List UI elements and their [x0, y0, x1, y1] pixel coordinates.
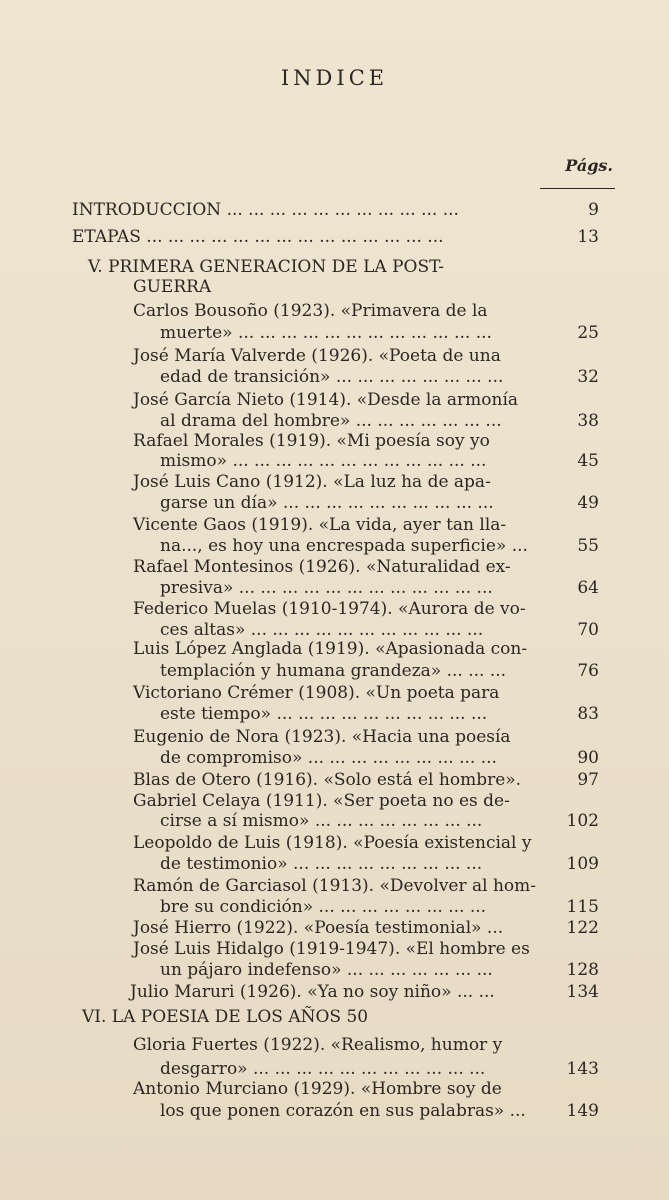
toc-entry-text: José Luis Hidalgo (1919-1947). «El hombre es [133, 939, 530, 959]
toc-page-number: 134 [566, 982, 599, 1002]
toc-entry-text: Leopoldo de Luis (1918). «Poesía existencial y [133, 833, 532, 853]
pages-column-rule [540, 188, 615, 189]
toc-entry [0, 853, 669, 875]
toc-entry [0, 660, 669, 682]
toc-entry [0, 959, 669, 981]
toc-entry-text: de compromiso» ... ... ... ... ... ... ... ... ... [160, 748, 497, 768]
toc-entry [0, 682, 669, 704]
toc-page-number: 32 [577, 367, 599, 387]
toc-entry [0, 300, 669, 322]
toc-entry-text: ETAPAS ... ... ... ... ... ... ... ... ... ... ... ... ... ... [72, 227, 444, 247]
toc-entry-text: desgarro» ... ... ... ... ... ... ... ... ... ... ... [160, 1059, 486, 1079]
toc-entry-text: ces altas» ... ... ... ... ... ... ... ... ... ... ... [160, 620, 484, 640]
toc-entry-text: Julio Maruri (1926). «Ya no soy niño» ... ... [130, 982, 495, 1002]
toc-page-number: 9 [588, 200, 599, 220]
toc-entry [0, 747, 669, 769]
toc-entry [0, 514, 669, 536]
toc-entry [0, 535, 669, 557]
toc-entry-text: José Hierro (1922). «Poesía testimonial» ... [133, 918, 504, 938]
toc-page-number: 70 [577, 620, 599, 640]
toc-entry [0, 1078, 669, 1100]
toc-entry [0, 366, 669, 388]
toc-entry [0, 450, 669, 472]
toc-entry [0, 1006, 669, 1028]
toc-entry-text: al drama del hombre» ... ... ... ... ... ... ... [160, 411, 502, 431]
toc-entry [0, 769, 669, 791]
toc-page-number: 122 [566, 918, 599, 938]
toc-entry [0, 226, 669, 248]
toc-page-number: 38 [577, 411, 599, 431]
toc-entry-text: Gabriel Celaya (1911). «Ser poeta no es de- [133, 791, 510, 811]
toc-entry [0, 345, 669, 367]
toc-entry-text: los que ponen corazón en sus palabras» ... [160, 1101, 526, 1121]
toc-page-number: 143 [566, 1059, 599, 1079]
toc-page-number: 55 [577, 536, 599, 556]
toc-entry [0, 410, 669, 432]
toc-entry [0, 322, 669, 344]
toc-entry [0, 832, 669, 854]
toc-entry [0, 256, 669, 278]
toc-page-number: 97 [577, 770, 599, 790]
toc-page-number: 115 [566, 897, 599, 917]
toc-entry [0, 556, 669, 578]
toc-entry-text: Rafael Morales (1919). «Mi poesía soy yo [133, 431, 490, 451]
toc-entry [0, 577, 669, 599]
toc-entry-text: Victoriano Crémer (1908). «Un poeta para [133, 683, 500, 703]
page-title: INDICE [280, 66, 389, 90]
toc-entry-text: José María Valverde (1926). «Poeta de una [133, 346, 501, 366]
toc-entry-text: muerte» ... ... ... ... ... ... ... ... ... ... ... ... [160, 323, 492, 343]
toc-entry-text: Carlos Bousoño (1923). «Primavera de la [133, 301, 488, 321]
toc-entry [0, 1034, 669, 1056]
toc-entry [0, 638, 669, 660]
toc-entry-text: garse un día» ... ... ... ... ... ... ... ... ... ... [160, 493, 494, 513]
toc-entry-text: Gloria Fuertes (1922). «Realismo, humor y [133, 1035, 503, 1055]
toc-entry [0, 810, 669, 832]
toc-entry [0, 389, 669, 411]
toc-entry [0, 875, 669, 897]
toc-entry-text: presiva» ... ... ... ... ... ... ... ... ... ... ... ... [160, 578, 493, 598]
toc-page-number: 64 [577, 578, 599, 598]
toc-entry [0, 938, 669, 960]
toc-page-number: 102 [566, 811, 599, 831]
toc-page-number: 49 [577, 493, 599, 513]
toc-entry-text: VI. LA POESIA DE LOS AÑOS 50 [82, 1007, 369, 1027]
toc-page-number: 25 [577, 323, 599, 343]
toc-page-number: 13 [577, 227, 599, 247]
toc-page-number: 83 [577, 704, 599, 724]
toc-entry-text: Antonio Murciano (1929). «Hombre soy de [133, 1079, 502, 1099]
toc-entry [0, 917, 669, 939]
toc-entry-text: edad de transición» ... ... ... ... ... ... ... ... [160, 367, 504, 387]
toc-entry-text: un pájaro indefenso» ... ... ... ... ... ... ... [160, 960, 493, 980]
toc-entry-text: templación y humana grandeza» ... ... ... [160, 661, 507, 681]
toc-entry-text: V. PRIMERA GENERACION DE LA POST- [88, 257, 444, 277]
toc-entry [0, 981, 669, 1003]
toc-entry-text: bre su condición» ... ... ... ... ... ... ... ... [160, 897, 487, 917]
toc-entry-text: José García Nieto (1914). «Desde la armonía [133, 390, 519, 410]
toc-entry-text: José Luis Cano (1912). «La luz ha de apa- [133, 472, 491, 492]
toc-entry-text: Ramón de Garciasol (1913). «Devolver al hom- [133, 876, 537, 896]
toc-entry-text: Vicente Gaos (1919). «La vida, ayer tan lla- [133, 515, 507, 535]
pages-column-label: Págs. [565, 156, 613, 175]
toc-entry [0, 471, 669, 493]
toc-page-number: 109 [566, 854, 599, 874]
toc-entry [0, 703, 669, 725]
toc-entry-text: de testimonio» ... ... ... ... ... ... ... ... ... [160, 854, 483, 874]
toc-page-number: 149 [566, 1101, 599, 1121]
toc-entry-text: na..., es hoy una encrespada superficie» ... [160, 536, 528, 556]
toc-entry-text: GUERRA [133, 277, 212, 297]
toc-entry [0, 598, 669, 620]
toc-entry-text: Rafael Montesinos (1926). «Naturalidad ex- [133, 557, 511, 577]
toc-entry [0, 1100, 669, 1122]
toc-entry [0, 492, 669, 514]
toc-entry [0, 430, 669, 452]
toc-entry [0, 896, 669, 918]
toc-entry-text: Luis López Anglada (1919). «Apasionada con- [133, 639, 528, 659]
toc-page-number: 90 [577, 748, 599, 768]
toc-entry [0, 199, 669, 221]
toc-entry-text: Blas de Otero (1916). «Solo está el hombre». [133, 770, 522, 790]
toc-page-number: 45 [577, 451, 599, 471]
toc-entry [0, 276, 669, 298]
toc-entry-text: Eugenio de Nora (1923). «Hacia una poesía [133, 727, 511, 747]
toc-entry-text: INTRODUCCION ... ... ... ... ... ... ... ... ... ... ... [72, 200, 459, 220]
toc-entry-text: cirse a sí mismo» ... ... ... ... ... ... ... ... [160, 811, 483, 831]
toc-entry [0, 726, 669, 748]
toc-entry [0, 1058, 669, 1080]
toc-page-number: 128 [566, 960, 599, 980]
toc-entry-text: mismo» ... ... ... ... ... ... ... ... ... ... ... ... [160, 451, 487, 471]
toc-entry-text: este tiempo» ... ... ... ... ... ... ... ... ... ... [160, 704, 488, 724]
toc-entry [0, 790, 669, 812]
toc-entry-text: Federico Muelas (1910-1974). «Aurora de vo- [133, 599, 526, 619]
toc-page-number: 76 [577, 661, 599, 681]
